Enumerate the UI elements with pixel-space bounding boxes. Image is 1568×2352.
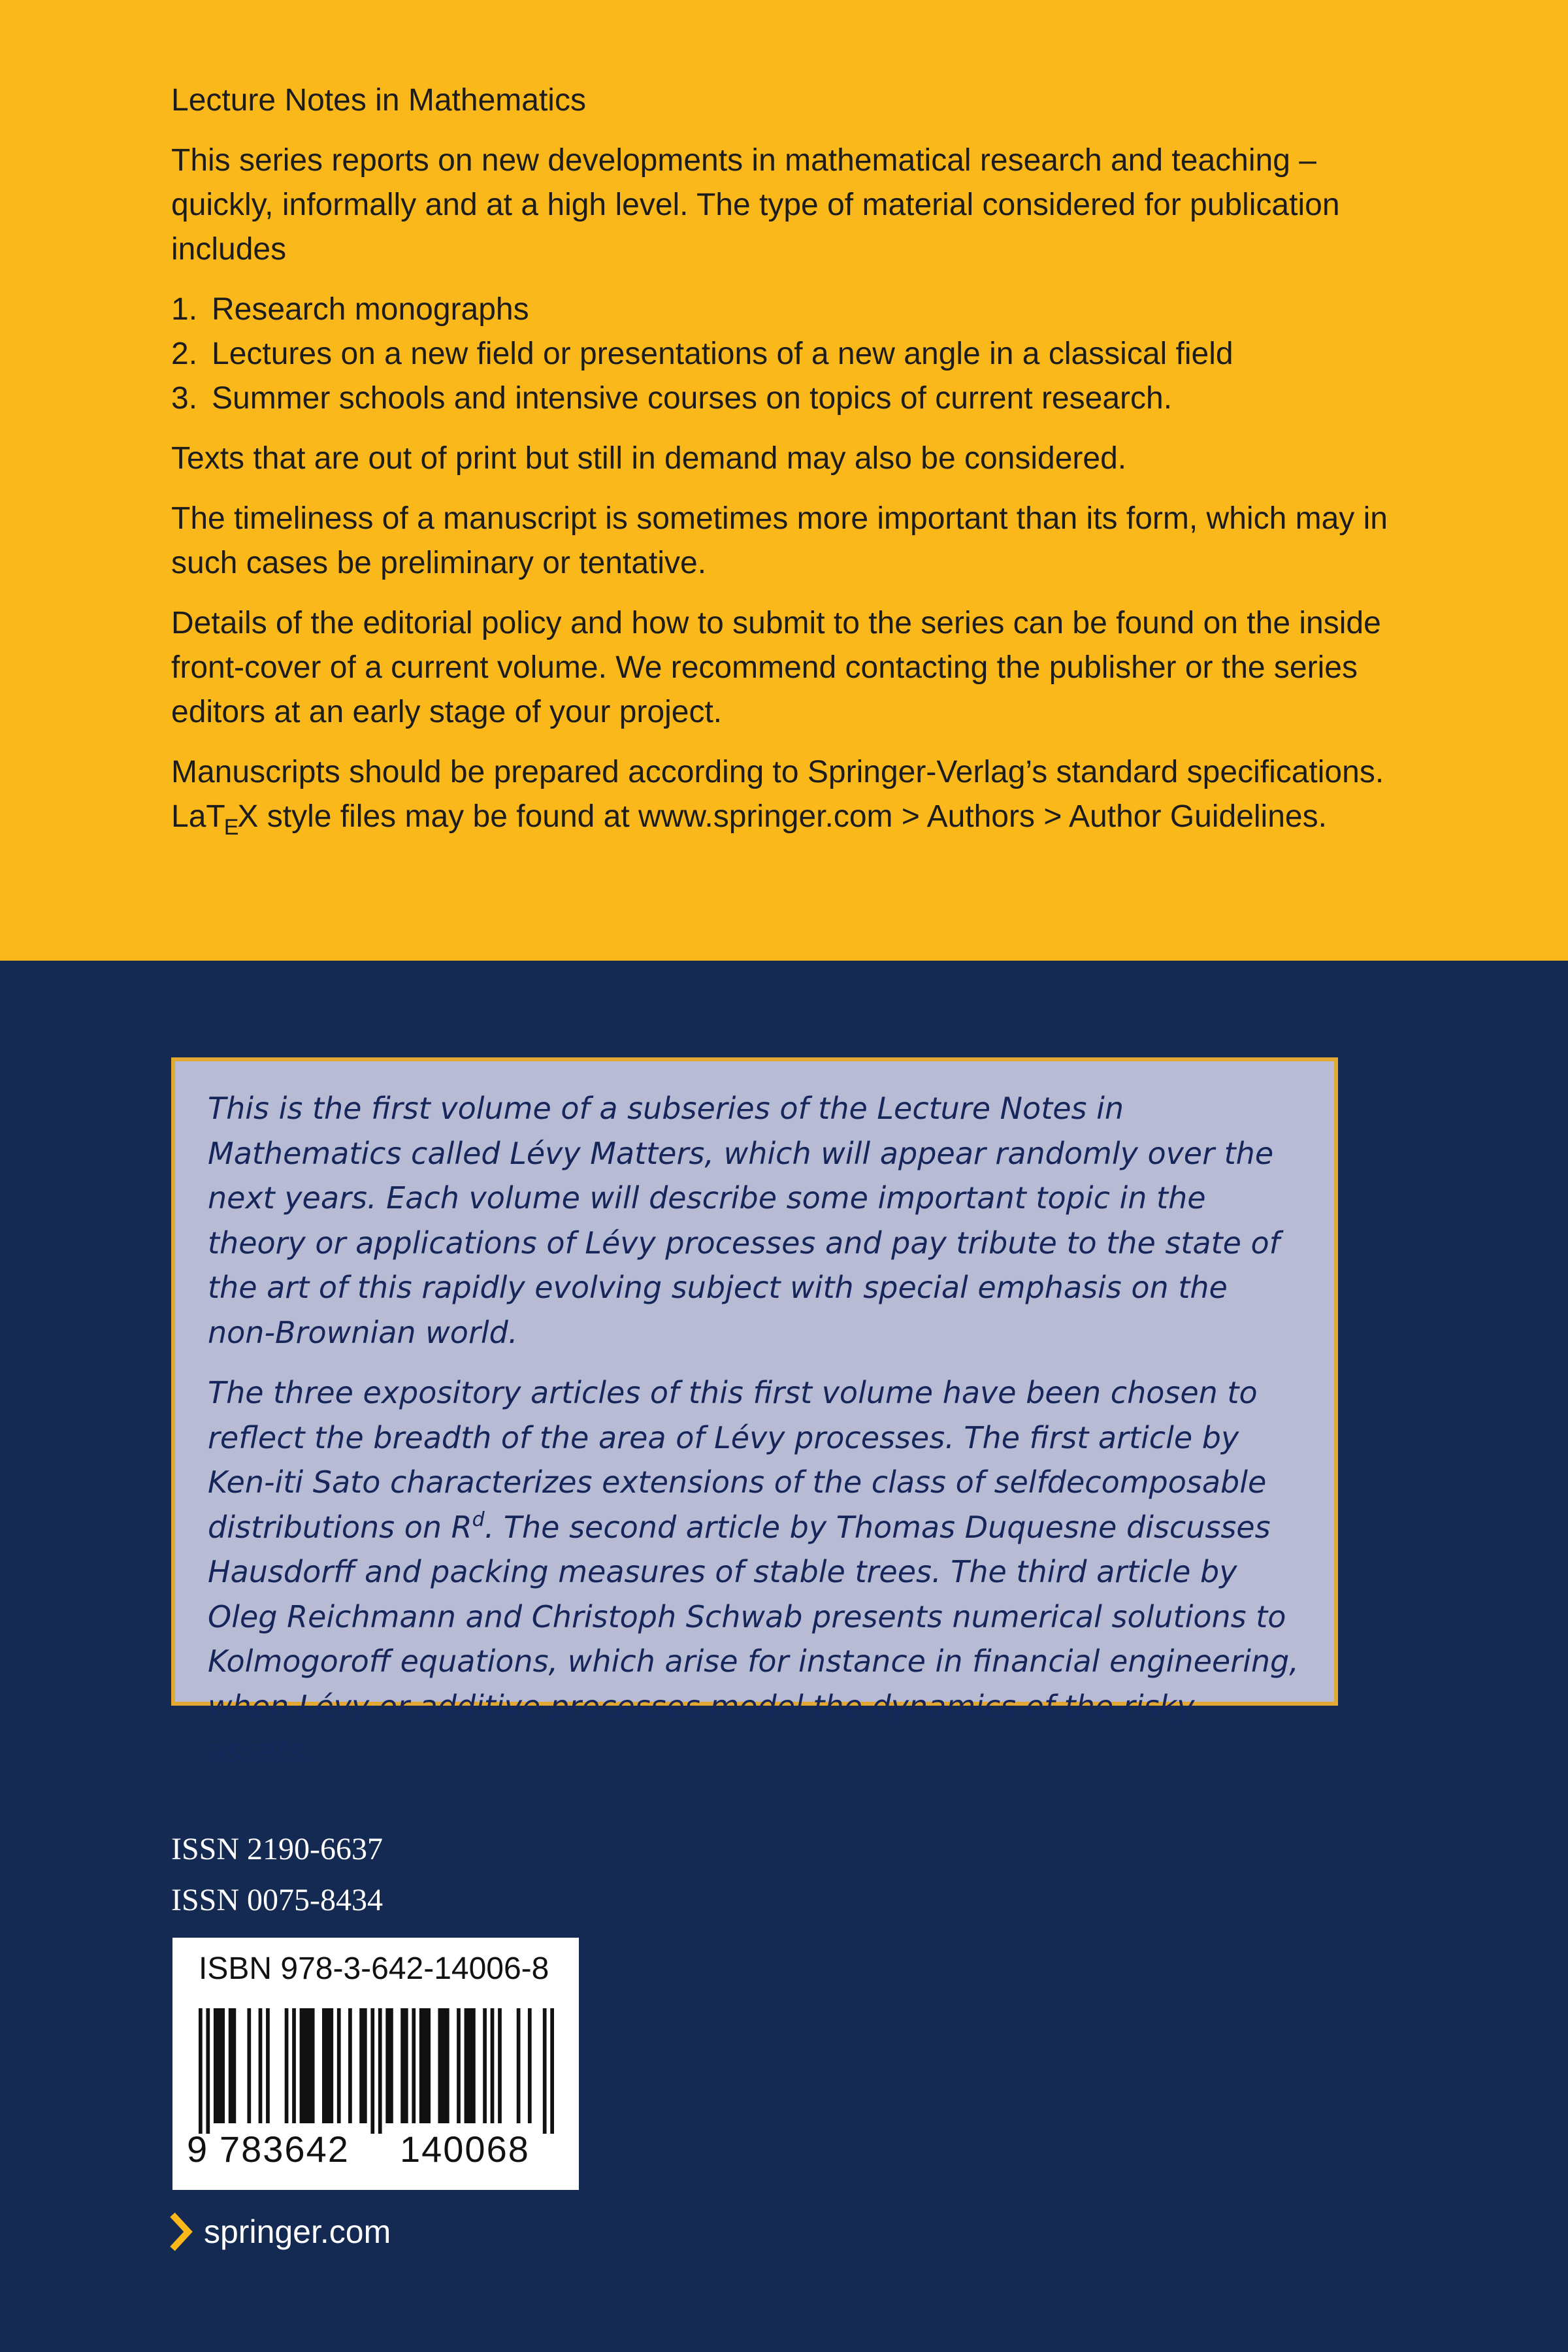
- latex-part: X: [237, 799, 259, 834]
- springer-link[interactable]: [169, 2209, 391, 2255]
- barcode-bar: [412, 2008, 416, 2123]
- description-paragraph: This is the first volume of a subseries of the Lecture Notes in Mathematics called Lévy Matters, which will appear randomly over the next years. Each volume will describe some important topic in the theory or applications of Lévy processes and pay tribute to the state of the art of this rapidly evolving subject with special emphasis on the non-Brownian world.: [208, 1091, 1280, 1350]
- list-number: 2.: [171, 337, 198, 371]
- out-of-print-note: Texts that are out of print but still in demand may also be considered.: [171, 441, 1127, 476]
- series-info-panel: [0, 0, 1568, 961]
- barcode-bar: [400, 2008, 408, 2123]
- manuscripts-note: [171, 750, 1426, 842]
- barcode-bar: [419, 2008, 431, 2123]
- latex-logo: [171, 799, 259, 840]
- timeliness-note: The timeliness of a manuscript is sometimes more important than its form, which may in such cases be preliminary or tentative.: [171, 501, 1388, 580]
- barcode-digits-left: 783642: [220, 2128, 350, 2170]
- barcode-bar: [348, 2008, 352, 2123]
- list-number: 1.: [171, 292, 198, 327]
- chevron-right-icon: [169, 2212, 193, 2251]
- barcode-bar: [214, 2008, 225, 2123]
- list-text: Lectures on a new field or presentations of a new angle in a classical field: [212, 337, 1233, 371]
- barcode-bar: [266, 2008, 270, 2123]
- barcode-bar: [285, 2008, 289, 2123]
- barcode-bar: [483, 2008, 487, 2123]
- series-title: Lecture Notes in Mathematics: [171, 83, 586, 118]
- list-text: Summer schools and intensive courses on topics of current research.: [212, 381, 1173, 416]
- latex-part: LaT: [171, 799, 225, 834]
- volume-description-box: [171, 1057, 1338, 1768]
- barcode-bar: [550, 2008, 554, 2134]
- barcode-bar: [300, 2008, 315, 2123]
- description-text: The three expository articles of this first volume have been chosen to reflect the breadth of the area of Lévy processes. The first article by Ken-iti Sato characterizes extensions of the class of selfdecomposable distributions on R: [208, 1375, 1267, 1545]
- barcode-bar: [337, 2008, 341, 2123]
- issn-line: ISSN 2190-6637: [171, 1832, 384, 1866]
- springer-link-text: springer.com: [204, 2213, 391, 2250]
- barcode-bar: [259, 2008, 263, 2123]
- editorial-note: Details of the editorial policy and how to submit to the series can be found on the inside front-cover of a current volume. We recommend contacting the publisher or the series editors at an early stage of your project.: [171, 606, 1381, 729]
- barcode-bar: [457, 2008, 461, 2123]
- material-list: [171, 288, 1426, 421]
- barcode-bar: [465, 2008, 476, 2123]
- list-number: 3.: [171, 381, 198, 416]
- barcode-bar: [370, 2008, 374, 2134]
- description-paragraph: [208, 1370, 1304, 1774]
- barcode-bar: [199, 2008, 203, 2134]
- list-item: [171, 332, 1426, 376]
- barcode-bar: [292, 2008, 296, 2123]
- style-files-text: style files may be found at www.springer.com > Authors > Author Guidelines.: [258, 799, 1327, 834]
- series-intro: This series reports on new developments in mathematical research and teaching – quickly, informally and at a high level. The type of material considered for publication includes: [171, 143, 1340, 267]
- barcode-digits-right: 140068: [400, 2128, 530, 2170]
- list-text: Research monographs: [212, 292, 529, 327]
- barcode-bar: [247, 2008, 251, 2123]
- isbn-barcode: [172, 1938, 579, 2190]
- barcode-bar: [498, 2008, 502, 2123]
- barcode-bar: [206, 2008, 210, 2134]
- manuscripts-text: Manuscripts should be prepared according to Springer-Verlag’s standard specifications.: [171, 755, 1384, 789]
- barcode-bar: [517, 2008, 521, 2123]
- barcode-bar: [438, 2008, 449, 2123]
- barcode-bar: [229, 2008, 236, 2123]
- latex-part: E: [223, 815, 239, 840]
- barcode-bar: [491, 2008, 495, 2123]
- isbn-label: ISBN 978-3-642-14006-8: [199, 1951, 549, 1986]
- series-info-text: [171, 78, 1426, 857]
- barcode-bars: [199, 2008, 554, 2134]
- barcode-bar: [359, 2008, 367, 2123]
- barcode-bar: [528, 2008, 532, 2123]
- barcode-digit-first: 9: [187, 2128, 208, 2170]
- barcode-bar: [543, 2008, 547, 2134]
- issn-line: ISSN 0075-8434: [171, 1883, 384, 1917]
- description-text: . The second article by Thomas Duquesne discusses Hausdorff and packing measures of stable trees. The third article by Oleg Reichmann and Christoph Schwab presents numerical solutions to Kolmogoroff equations, which arise for instance in financial engineering, when Lévy or additive processes model the dynamics of the risky assets.: [208, 1509, 1299, 1768]
- barcode-bar: [385, 2008, 393, 2123]
- barcode-bar: [378, 2008, 382, 2134]
- list-item: [171, 288, 1426, 332]
- superscript: d: [472, 1508, 485, 1531]
- list-item: [171, 376, 1426, 421]
- barcode-bar: [322, 2008, 333, 2123]
